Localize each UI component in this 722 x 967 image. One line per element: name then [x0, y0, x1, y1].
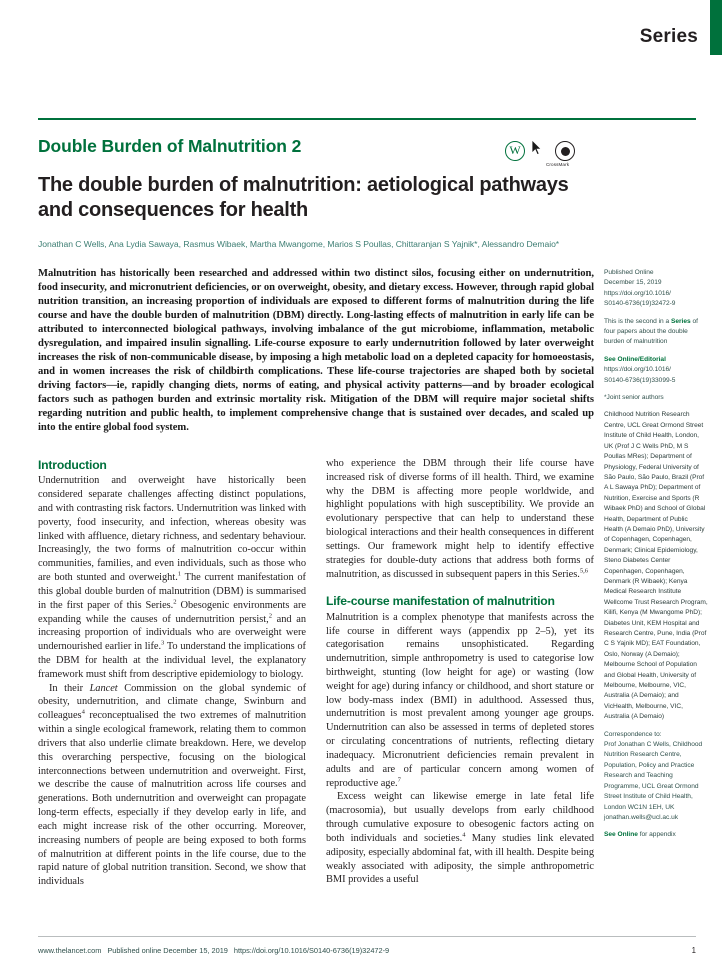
open-access-icon[interactable]: W — [505, 141, 525, 161]
published-online-date: December 15, 2019 — [604, 279, 662, 287]
page-number: 1 — [691, 946, 696, 955]
text-run: This is the second in a — [604, 317, 671, 325]
text-run: Commission on the global syndemic of obesity, undernutrition, and climate change, Swinburn and colleagues — [38, 682, 307, 722]
article-body — [38, 457, 594, 943]
citation-ref[interactable]: 7 — [397, 776, 401, 784]
paragraph-lifecourse-1 — [326, 611, 594, 791]
text-run: The current manifestation of this global double burden of malnutrition (DBM) is summarised in the first paper of this Series. — [38, 572, 306, 611]
section-heading-introduction: Introduction — [38, 458, 107, 472]
note-series-info — [604, 317, 708, 348]
editorial-doi-part1[interactable]: https://doi.org/10.1016/ — [604, 366, 671, 374]
crossmark-label: CrossMark — [546, 162, 570, 167]
text-run: Obesogenic environments are expanding while the causes of undernutrition persist, — [38, 599, 306, 625]
series-title: Double Burden of Malnutrition 2 — [38, 136, 302, 156]
citation-ref[interactable]: 5,6 — [579, 567, 588, 575]
footer-website[interactable]: www.thelancet.com — [38, 946, 102, 955]
text-run: Undernutrition and overweight have historically been considered separate challenges affecting distinct populations, and with contrasting risk factors. Undernutrition was linked with poverty, food insecurity, and infection, whereas obesity was linked with affluence, dietary richness, and sedentary behaviour. Increasingly, the two forms of malnutrition co-occur within communities, families, and even individuals, such as those who are both stunted and overweight. — [38, 475, 306, 584]
abstract-summary: Malnutrition has historically been researched and addressed within two distinct silos, focusing either on undernutrition, food insecurity, and micronutrient deficiencies, or on overweight, obesity, and dietary excess. However, through rapid global nutrition transition, an increasing proportion of individuals are exposed to different forms of malnutrition during the life course and have the double burden of malnutrition (DBM) directly. Long-lasting effects of malnutrition in early life can be attributed to interconnected biological pathways, involving imbalance of the gut microbiome, inflammation, metabolic dysregulation, and impaired insulin signalling. Life-course exposure to early undernutrition followed by later overweight increases the risk of non-communicable disease, by imposing a high metabolic load on a depleted capacity for homoeostasis, and in women increases the risk of childbirth complications. These life-course trajectories are shaped both by societal driving factors—ie, rapidly changing diets, norms of eating, and physical activity patterns—and by broader ecological factors such as pathogen burden and extrinsic mortality risk. Mitigation of the DBM will require major societal shifts regarding nutrition and public health, to implement comprehensive change that is sustained over decades, and scaled up into the entire global food system. — [38, 268, 594, 434]
journal-name-italic: Lancet — [89, 682, 118, 694]
correspondence-address: Prof Jonathan C Wells, Childhood Nutrition Research Centre, Population, Policy and Practice Research and Teaching Programme, UCL Great Ormond Street Institute of Child Health, London WC1N 1EH, UK — [604, 741, 703, 811]
paragraph-intro-1 — [38, 474, 306, 681]
body-column-left — [38, 457, 306, 943]
note-correspondence — [604, 730, 708, 824]
text-run: To understand the implications of the DBM for health at the individual level, the explanatory framework must shift from descriptive epidemiology to biology. — [38, 641, 306, 680]
citation-ref[interactable]: 2 — [268, 612, 272, 620]
paragraph-intro-3 — [326, 457, 594, 581]
text-run: for appendix — [637, 831, 676, 839]
footer-published: Published online December 15, 2019 — [107, 946, 228, 955]
footer-doi[interactable]: https://doi.org/10.1016/S0140-6736(19)32472-9 — [233, 946, 390, 955]
doi-link-part2[interactable]: S0140-6736(19)32472-9 — [604, 300, 676, 308]
text-run: Many studies link elevated adiposity, especially abdominal fat, with ill health. Despite being weakly associated with adiposity, the simple anthropometric BMI provides a useful — [326, 832, 594, 886]
badge-group — [505, 139, 593, 169]
text-run: In their — [49, 682, 90, 694]
citation-ref[interactable]: 4 — [462, 831, 466, 839]
text-run: reconceptualised the two extremes of malnutrition within a single ecological framework, relating them to common drivers that also underlie climate breakdown. Here, we develop this overarching perspective, focusing on the biological interconnections between undernutrition and overweight. First, we describe the cause of malnutrition across life courses and generations. Both undernutrition and overweight can propagate long-term effects, especially if they develop early in life, and each might increase risk of the other occurring. Moreover, increasing numbers of people are being exposed to both forms of malnutrition at different points in the life course, due to the rapid nature of global nutrition transition. Second, we show that individuals — [38, 710, 306, 888]
citation-ref[interactable]: 1 — [177, 570, 182, 578]
note-affiliations: Childhood Nutrition Research Centre, UCL Great Ormond Street Institute of Child Health, London, UK (Prof J C Wells PhD, M S Poullas MRes); Department of Physiology, Federal University of São Paulo, São Paulo, Brazil (Prof A L Sawaya PhD); Department of Nutrition, Exercise and Sports (R Wibaek PhD) and School of Global Health, Department of Public Health (A Demaio PhD), University of Copenhagen, Copenhagen, Denmark; Clinical Epidemiology, Steno Diabetes Center Copenhagen, Copenhagen, Denmark (R Wibaek); Kenya Medical Research Institute Wellcome Trust Research Program, Kilifi, Kenya (M Mwangome PhD); Diabetes Unit, KEM Hospital and Research Centre, Pune, India (Prof C S Yajnik MD); EAT Foundation, Oslo, Norway (A Demaio); Melbourne School of Population and Global Health, University of Melbourne, Melbourne, VIC, Australia (A Demaio); and VicHealth, Melbourne, VIC, Australia (A Demaio) — [604, 411, 708, 721]
paragraph-lifecourse-2 — [326, 790, 594, 887]
section-heading-life-course: Life-course manifestation of malnutrition — [326, 594, 555, 609]
citation-ref[interactable]: 4 — [81, 708, 85, 716]
footer-divider — [38, 936, 696, 937]
note-published-online — [604, 268, 708, 310]
crossmark-icon[interactable] — [555, 141, 575, 161]
cursor-pointer-icon — [531, 139, 542, 156]
header-divider — [38, 118, 696, 120]
text-run: of four papers about the double burden of malnutrition — [604, 317, 698, 346]
doi-link-part1[interactable]: https://doi.org/10.1016/ — [604, 289, 671, 297]
footer-bar — [38, 946, 389, 955]
text-run: Malnutrition is a complex phenotype that manifests across the life course in different ways (appendix pp 2–5), yet its categorisation remains unsophisticated. Regarding undernutrition, simple anthropometry is used to categorise low birthweight, stunting (low height for age) or wasting (low weight for age) during infancy or childhood, and short stature or low body-mass index (BMI) in adulthood. Assessed thus, undernutrition is most prevalent among younger age groups. Undernutrition can also be assessed in terms of depleted stores or circulating concentrations of nutrients, reflecting dietary inadequacy. Micronutrient deficiencies remain prevalent in adults and are of particular concern among women of reproductive age. — [326, 611, 594, 789]
note-joint-authors: *Joint senior authors — [604, 394, 664, 402]
author-list: Jonathan C Wells, Ana Lydia Sawaya, Rasmus Wibaek, Martha Mwangome, Marios S Poullas, Chittaranjan S Yajnik*, Alessandro Demaio* — [38, 239, 560, 250]
editorial-doi-part2[interactable]: S0140-6736(19)33099-5 — [604, 376, 676, 384]
correspondence-email[interactable]: jonathan.wells@ucl.ac.uk — [604, 813, 679, 821]
note-appendix — [604, 830, 708, 840]
see-online-appendix-link[interactable]: See Online — [604, 831, 638, 839]
citation-ref[interactable]: 3 — [161, 639, 165, 647]
margin-notes-column — [604, 268, 708, 841]
text-run: and an increasing proportion of individuals who are overweight were undernourished earlier in life. — [38, 613, 306, 653]
series-link[interactable]: Series — [670, 317, 691, 325]
published-online-label: Published Online — [604, 269, 654, 276]
note-see-online-editorial — [604, 355, 708, 386]
page-title: The double burden of malnutrition: aetiological pathways and consequences for health — [38, 174, 569, 222]
section-label: Series — [639, 26, 698, 47]
series-tab-marker — [710, 0, 722, 55]
citation-ref[interactable]: 2 — [173, 598, 177, 606]
correspondence-label: Correspondence to: — [604, 730, 662, 738]
see-online-editorial-link[interactable]: See Online/Editorial — [604, 355, 666, 363]
text-run: Excess weight can likewise emerge in late fetal life (macrosomia), but usually develops from early childhood through cumulative exposure to obesogenic factors acting on both individuals and societies. — [326, 791, 594, 844]
text-run: who experience the DBM through their life course have increased risk of diverse forms of ill health. Third, we examine why the DBM is affecting more people worldwide, and highlight populations with high susceptibility. We provide an evolutionary perspective that can help to understand these biological interactions and their health consequences in different settings. Our framework might help to identify effective strategies for double-duty actions that address both forms of malnutrition, as discussed in subsequent papers in this Series. — [326, 458, 594, 580]
paragraph-intro-2 — [38, 682, 306, 889]
body-column-right — [326, 457, 594, 943]
